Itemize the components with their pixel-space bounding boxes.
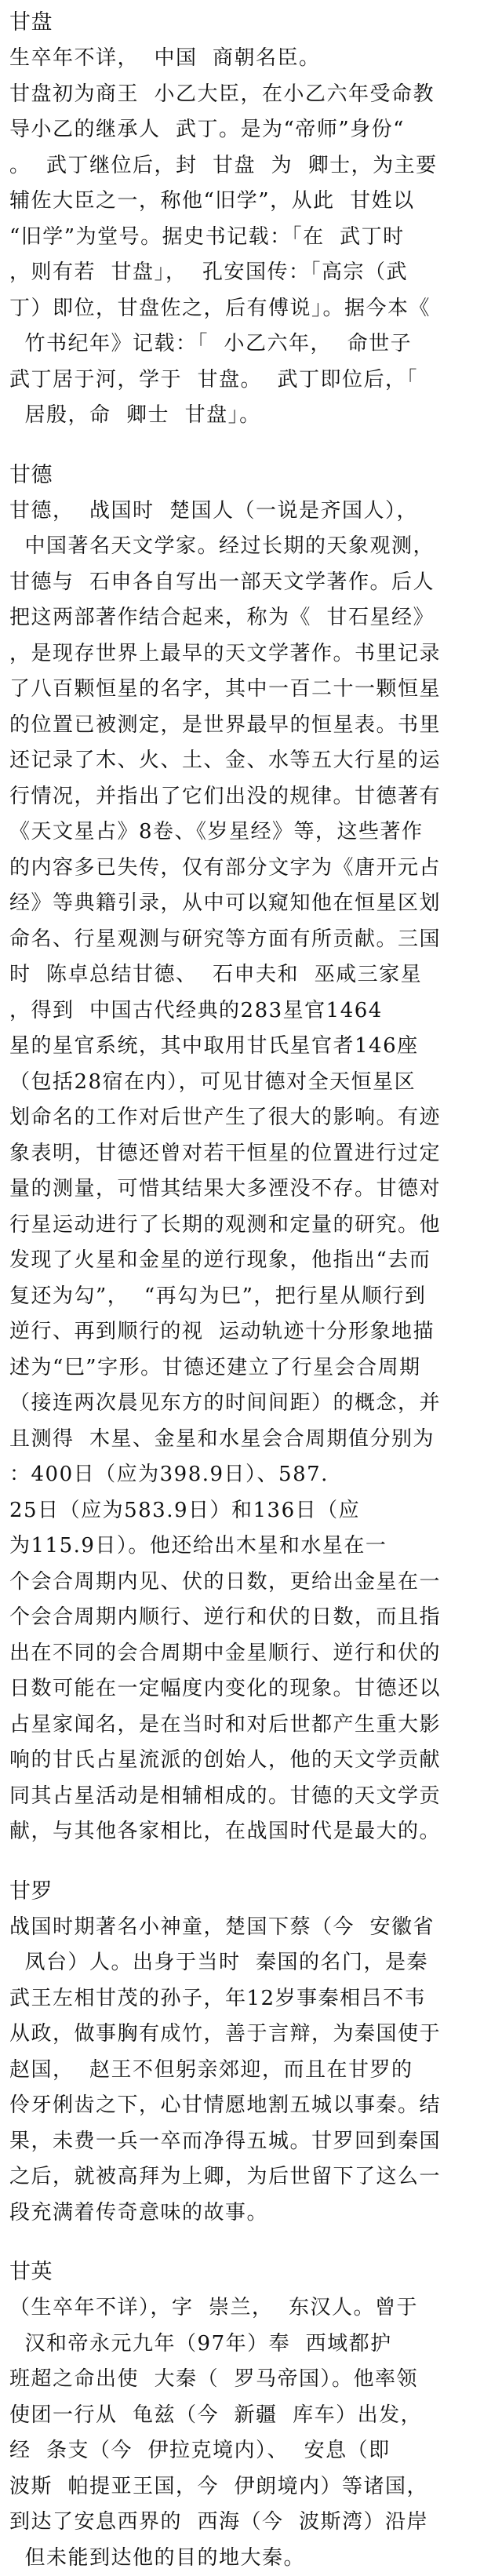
entry-title: 甘英	[9, 2260, 53, 2284]
entry-body: 生卒年不详， 中国 商朝名臣。 甘盘初为商王 小乙大臣，在小乙六年受命教 导小乙的继承人 武丁。是为“帝师”身份“ 。 武丁继位后，封 甘盘 为 卿士，为主要 辅佐大臣之一，称他“旧学”，从此 甘姓以 “旧学”为堂号。据史书记载：「在 武丁时 ，则有若 甘盘」， 孔安国传：「高宗（武 丁）即位，甘盘佐之，后有傅说」。据今本《 竹书纪年》记载：「 小乙六年， 命世子 武丁居于河，学于 甘盘。 武丁即位后，「 居殷，命 卿士 甘盘」。	[9, 46, 438, 427]
entry-title: 甘德	[9, 462, 53, 487]
entry-body: 战国时期著名小神童，楚国下蔡（今 安徽省 凤台）人。出身于当时 秦国的名门，是秦 武王左相甘茂的孙子，年12岁事秦相吕不韦 从政，做事胸有成竹，善于言辩，为秦国使于 赵国， 赵王不但躬亲郊迎，而且在甘罗的 伶牙俐齿之下，心甘情愿地割五城以事秦。结 果，未费一兵一卒而净得五城。甘罗回到秦国 之后，就被高拜为上卿，为后世留下了这么一 段充满着传奇意味的故事。	[9, 1915, 442, 2224]
entry-gan-pan	[9, 5, 493, 434]
entry-gan-de	[9, 457, 493, 1850]
entry-gan-ying	[9, 2254, 493, 2576]
entry-title: 甘盘	[9, 10, 53, 35]
entry-gan-luo	[9, 1874, 493, 2232]
entry-title: 甘罗	[9, 1878, 53, 1904]
entry-body: （生卒年不详），字 崇兰， 东汉人。曾于 汉和帝永元九年（97年）奉 西域都护 班超之命出使 大秦（ 罗马帝国）。他率领 使团一行从 龟兹（今 新疆 库车）出发， 经 条支（今 伊拉克境内）、 安息（即 波斯 帕提亚王国，今 伊朗境内）等诸国， 到达了安息西界的 西海（今 波斯湾）沿岸 但未能到达他的目的地大秦。	[9, 2296, 429, 2570]
entry-body: 甘德， 战国时 楚国人（一说是齐国人）， 中国著名天文学家。经过长期的天象观测， 甘德与 石申各自写出一部天文学著作。后人 把这两部著作结合起来，称为《 甘石星经》 ，是现存世界上最早的天文学著作。书里记录 了八百颗恒星的名字，其中一百二十一颗恒星 的位置已被测定，是世界最早的恒星表。书里 还记录了木、火、土、金、水等五大行星的运 行情况，并指出了它们出没的规律。甘德著有 《天文星占》8卷、《岁星经》等，这些著作 的内容多已失传，仅有部分文字为《唐开元占 经》等典籍引录，从中可以窥知他在恒星区划 命名、行星观测与研究等方面有所贡献。三国 时 陈卓总结甘德、 石申夫和 巫咸三家星 ，得到 中国古代经典的283星官1464 星的星官系统，其中取用甘氏星官者146座 （包括28宿在内），可见甘德对全天恒星区 划命名的工作对后世产生了很大的影响。有迹 象表明，甘德还曾对若干恒星的位置进行过定 量的测量，可惜其结果大多湮没不存。甘德对 行星运动进行了长期的观测和定量的研究。他 发现了火星和金星的逆行现象，他指出“去而 复还为勾”， “再勾为巳”，把行星从顺行到 逆行、再到顺行的视 运动轨迹十分形象地描 述为“巳”字形。甘德还建立了行星会合周期 （接连两次晨见东方的时间间距）的概念，并 且测得 木星、金星和水星会合周期值分别为 ：400日（应为398.9日）、587. 25日（应为583.9日）和136日（应 为115.9日）。他还给出木星和水星在一 个会合周期内见、伏的日数，更给出金星在一 个会合周期内顺行、逆行和伏的日数，而且指 出在不同的会合周期中金星顺行、逆行和伏的 日数可能在一定幅度内变化的现象。甘德还以 占星家闻名，是在当时和对后世都产生重大影 响的甘氏占星流派的创始人，他的天文学贡献 同其占星活动是相辅相成的。甘德的天文学贡 献，与其他各家相比，在战国时代是最大的。	[9, 498, 442, 1843]
